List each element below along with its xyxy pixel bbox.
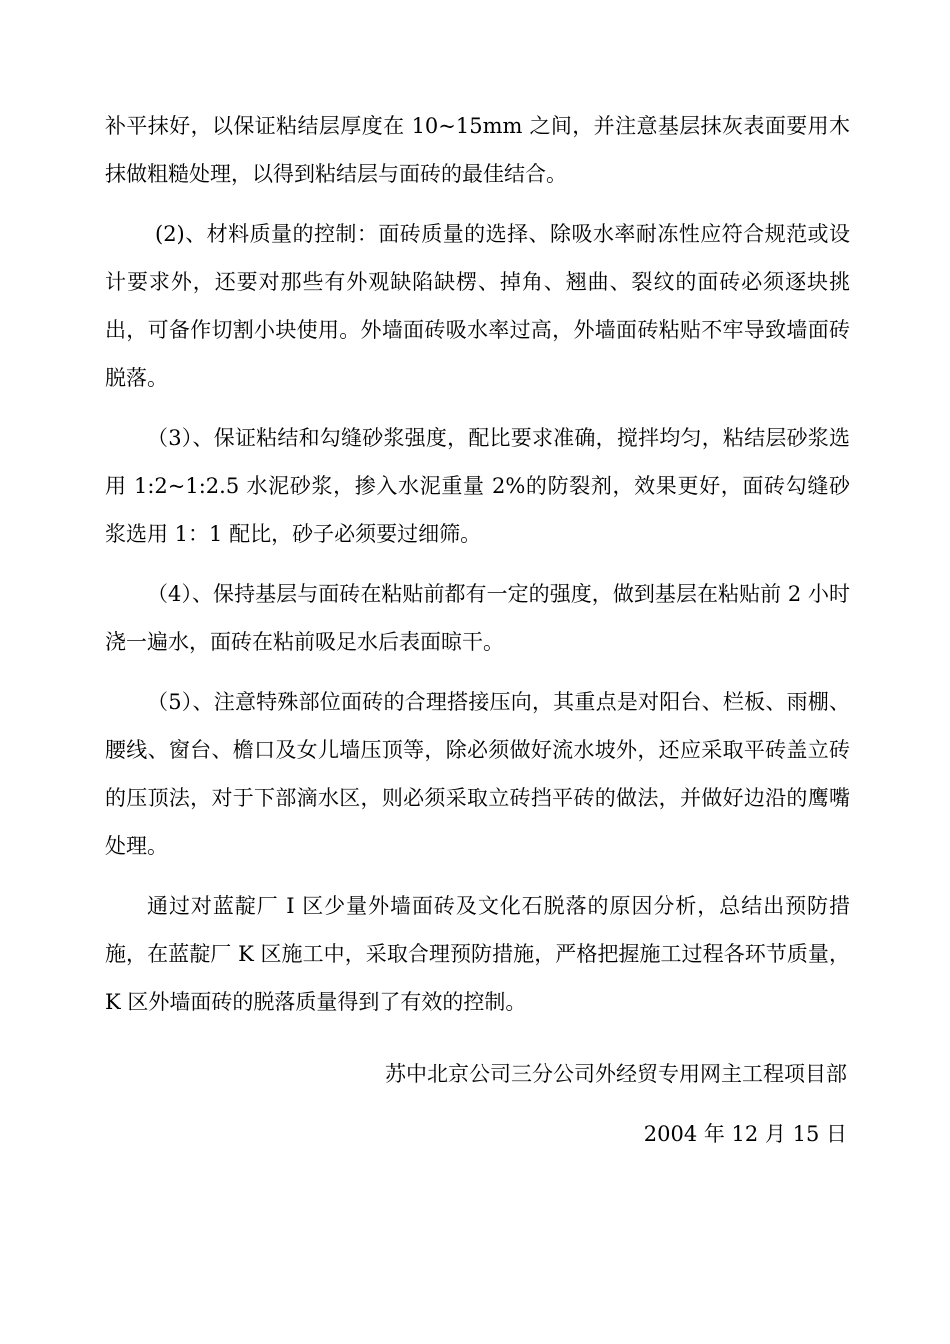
paragraph-special-parts: （5）、注意特殊部位面砖的合理搭接压向，其重点是对阳台、栏板、雨棚、腰线、窗台、檐口及女儿墙压顶等，除必须做好流水坡外，还应采取平砖盖立砖的压顶法，对于下部滴水区，则必须采取立砖挡平砖的做法，并做好边沿的鹰嘴处理。 bbox=[105, 690, 850, 858]
paragraph-mortar-strength: （3）、保证粘结和勾缝砂浆强度，配比要求准确，搅拌均匀，粘结层砂浆选用 1:2~1:2.5 水泥砂浆，掺入水泥重量 2%的防裂剂，效果更好，面砖勾缝砂浆选用 1：1 配比，砂子必须要过细筛。 bbox=[105, 426, 850, 546]
paragraph-conclusion: 通过对蓝靛厂 I 区少量外墙面砖及文化石脱落的原因分析，总结出预防措施，在蓝靛厂 K 区施工中，采取合理预防措施，严格把握施工过程各环节质量，K 区外墙面砖的脱落质量得到了有效的控制。 bbox=[105, 894, 850, 1014]
signature-block bbox=[385, 1050, 847, 1170]
signature-date: 2004 年 12 月 15 日 bbox=[643, 1122, 847, 1146]
paragraph-material-quality: (2)、材料质量的控制：面砖质量的选择、除吸水率耐冻性应符合规范或设计要求外，还要对那些有外观缺陷缺楞、掉角、翘曲、裂纹的面砖必须逐块挑出，可备作切割小块使用。外墙面砖吸水率过高，外墙面砖粘贴不牢导致墙面砖脱落。 bbox=[105, 222, 850, 390]
signature-organization: 苏中北京公司三分公司外经贸专用网主工程项目部 bbox=[385, 1062, 847, 1086]
paragraph-base-strength: （4）、保持基层与面砖在粘贴前都有一定的强度，做到基层在粘贴前 2 小时浇一遍水，面砖在粘前吸足水后表面晾干。 bbox=[105, 582, 850, 654]
paragraph-continuation: 补平抹好，以保证粘结层厚度在 10~15mm 之间，并注意基层抹灰表面要用木抹做粗糙处理，以得到粘结层与面砖的最佳结合。 bbox=[105, 114, 850, 186]
document-body bbox=[105, 102, 850, 1038]
